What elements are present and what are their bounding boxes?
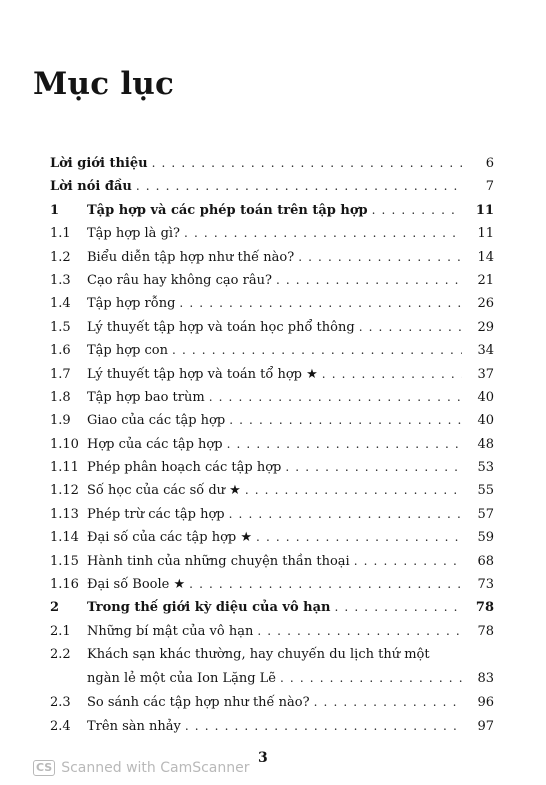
- toc-section-number: 1.9: [50, 413, 71, 429]
- toc-section-number: 1.14: [50, 530, 79, 546]
- toc-section[interactable]: [50, 479, 494, 502]
- dot-leader: [136, 175, 462, 198]
- dot-leader: [285, 456, 462, 479]
- toc-chapter-2[interactable]: [50, 596, 494, 619]
- dot-leader: [152, 152, 462, 175]
- toc-section-title: Những bí mật của vô hạn: [87, 623, 254, 639]
- toc-section-title: Đại số của các tập hợp ★: [87, 530, 253, 546]
- toc-section-page: 21: [477, 272, 494, 288]
- toc-section-page: 55: [477, 483, 494, 499]
- toc-section-number: 2.3: [50, 695, 71, 711]
- toc-section-number: 2.2: [50, 647, 71, 663]
- dot-leader: [172, 339, 462, 362]
- toc-section-title: Lý thuyết tập hợp và toán học phổ thông: [87, 319, 355, 335]
- toc-section-title: Giao của các tập hợp: [87, 413, 226, 429]
- toc-section-page: 48: [477, 436, 494, 452]
- dot-leader: [314, 691, 462, 714]
- dot-leader: [209, 386, 462, 409]
- toc-section-page: 57: [477, 506, 494, 522]
- toc-section-title: Đại số Boole ★: [87, 577, 186, 593]
- toc-section-page: 53: [477, 460, 494, 476]
- toc-chapter-number: 1: [50, 202, 60, 218]
- toc-section[interactable]: [50, 246, 494, 269]
- toc-section-number: 2.4: [50, 718, 71, 734]
- toc-section-page: 78: [477, 623, 494, 639]
- toc-section-title: Biểu diễn tập hợp như thế nào?: [87, 249, 295, 265]
- toc-section-page: 68: [477, 553, 494, 569]
- dot-leader: [256, 526, 462, 549]
- dot-leader: [257, 620, 462, 643]
- scanner-watermark: [33, 760, 250, 776]
- toc-section-number: 1.6: [50, 343, 71, 359]
- toc-section-page: 40: [477, 389, 494, 405]
- toc-section-number: 1.7: [50, 366, 71, 382]
- toc-entry-foreword[interactable]: [50, 175, 494, 198]
- toc-section-page: 34: [477, 343, 494, 359]
- toc-section-page: 40: [477, 413, 494, 429]
- toc-section[interactable]: [50, 363, 494, 386]
- toc-section[interactable]: [50, 526, 494, 549]
- toc-section[interactable]: [50, 691, 494, 714]
- toc-section-number: 1.1: [50, 226, 71, 242]
- toc-section-page: 11: [477, 226, 494, 242]
- toc-section-number: 1.8: [50, 389, 71, 405]
- toc-section[interactable]: [50, 456, 494, 479]
- toc-chapter-1[interactable]: [50, 199, 494, 222]
- toc-section-title: Phép trừ các tập hợp: [87, 506, 225, 522]
- toc-section-title: Hợp của các tập hợp: [87, 436, 223, 452]
- toc-section-number: 1.10: [50, 436, 79, 452]
- toc-section-title: Tập hợp con: [87, 343, 169, 359]
- toc-chapter-page: 78: [475, 600, 494, 616]
- toc-section-number: 1.11: [50, 460, 79, 476]
- toc-section-page: 14: [477, 249, 494, 265]
- dot-leader: [280, 667, 462, 690]
- toc-section-page: 97: [477, 718, 494, 734]
- toc-section[interactable]: [50, 573, 494, 596]
- dot-leader: [184, 222, 462, 245]
- dot-leader: [227, 433, 462, 456]
- page-title: Mục lục: [33, 66, 175, 102]
- toc-section[interactable]: [50, 715, 494, 738]
- toc-chapter-title: Tập hợp và các phép toán trên tập hợp: [87, 202, 368, 218]
- camscanner-logo-icon: CS: [33, 760, 55, 776]
- toc-section-number: 1.5: [50, 319, 71, 335]
- toc-section-title: So sánh các tập hợp như thế nào?: [87, 695, 310, 711]
- toc-section-title: Trên sàn nhảy: [87, 718, 181, 734]
- toc-chapter-title: Trong thế giới kỳ diệu của vô hạn: [87, 600, 331, 616]
- toc-section-page: 29: [477, 319, 494, 335]
- toc-section-number: 1.3: [50, 272, 71, 288]
- dot-leader: [179, 292, 462, 315]
- toc-section[interactable]: [50, 222, 494, 245]
- toc-entry-page: 6: [485, 156, 494, 171]
- dot-leader: [276, 269, 462, 292]
- dot-leader: [372, 199, 462, 222]
- toc-entry-title: Lời giới thiệu: [50, 156, 148, 171]
- page-number: 3: [258, 750, 268, 766]
- toc-chapter-number: 2: [50, 600, 60, 616]
- dot-leader: [335, 596, 463, 619]
- toc-section[interactable]: [50, 643, 494, 691]
- dot-leader: [185, 715, 462, 738]
- dot-leader: [298, 246, 462, 269]
- toc-section-title: Lý thuyết tập hợp và toán tổ hợp ★: [87, 366, 318, 382]
- toc-section-title: Số học của các số dư ★: [87, 483, 241, 499]
- toc-section-title: Cạo râu hay không cạo râu?: [87, 272, 272, 288]
- toc-section[interactable]: [50, 316, 494, 339]
- toc-section[interactable]: [50, 503, 494, 526]
- toc-section-number: 1.13: [50, 506, 79, 522]
- toc-section[interactable]: [50, 339, 494, 362]
- toc-section-page: 96: [477, 695, 494, 711]
- toc-section[interactable]: [50, 620, 494, 643]
- toc-section-title: Tập hợp rỗng: [87, 296, 176, 312]
- toc-section-title: ngàn lẻ một của Ion Lặng Lẽ: [87, 671, 276, 687]
- toc-section-page: 37: [477, 366, 494, 382]
- toc-section-title-line1: Khách sạn khác thường, hay chuyến du lịch thứ một: [87, 647, 430, 663]
- toc-section[interactable]: [50, 292, 494, 315]
- toc-section-number: 1.16: [50, 577, 79, 593]
- toc-section-number: 2.1: [50, 623, 71, 639]
- dot-leader: [229, 503, 462, 526]
- toc-section-title: Tập hợp là gì?: [87, 226, 181, 242]
- toc-section[interactable]: [50, 550, 494, 573]
- toc-section-title: Hành tinh của những chuyện thần thoại: [87, 553, 350, 569]
- toc-chapter-page: 11: [475, 202, 494, 218]
- toc-section-number: 1.15: [50, 553, 79, 569]
- toc-section-number: 1.2: [50, 249, 71, 265]
- toc-section[interactable]: [50, 433, 494, 456]
- toc-entry-page: 7: [485, 179, 494, 195]
- dot-leader: [229, 409, 462, 432]
- table-of-contents: [50, 152, 494, 738]
- toc-section-title: Tập hợp bao trùm: [87, 389, 205, 405]
- toc-section-page: 73: [477, 577, 494, 593]
- dot-leader: [322, 363, 462, 386]
- toc-section-number: 1.12: [50, 483, 79, 499]
- toc-section-number: 1.4: [50, 296, 71, 312]
- toc-section-page: 59: [477, 530, 494, 546]
- dot-leader: [245, 479, 462, 502]
- dot-leader: [359, 316, 462, 339]
- toc-entry-title: Lời nói đầu: [50, 179, 132, 195]
- dot-leader: [189, 573, 462, 596]
- toc-section-page: 26: [477, 296, 494, 312]
- toc-section-title: Phép phân hoạch các tập hợp: [87, 460, 282, 476]
- toc-section[interactable]: [50, 386, 494, 409]
- toc-section-page: 83: [477, 671, 494, 687]
- dot-leader: [354, 550, 462, 573]
- watermark-text: Scanned with CamScanner: [61, 760, 250, 776]
- toc-section[interactable]: [50, 269, 494, 292]
- toc-section[interactable]: [50, 409, 494, 432]
- toc-entry-preface[interactable]: [50, 152, 494, 175]
